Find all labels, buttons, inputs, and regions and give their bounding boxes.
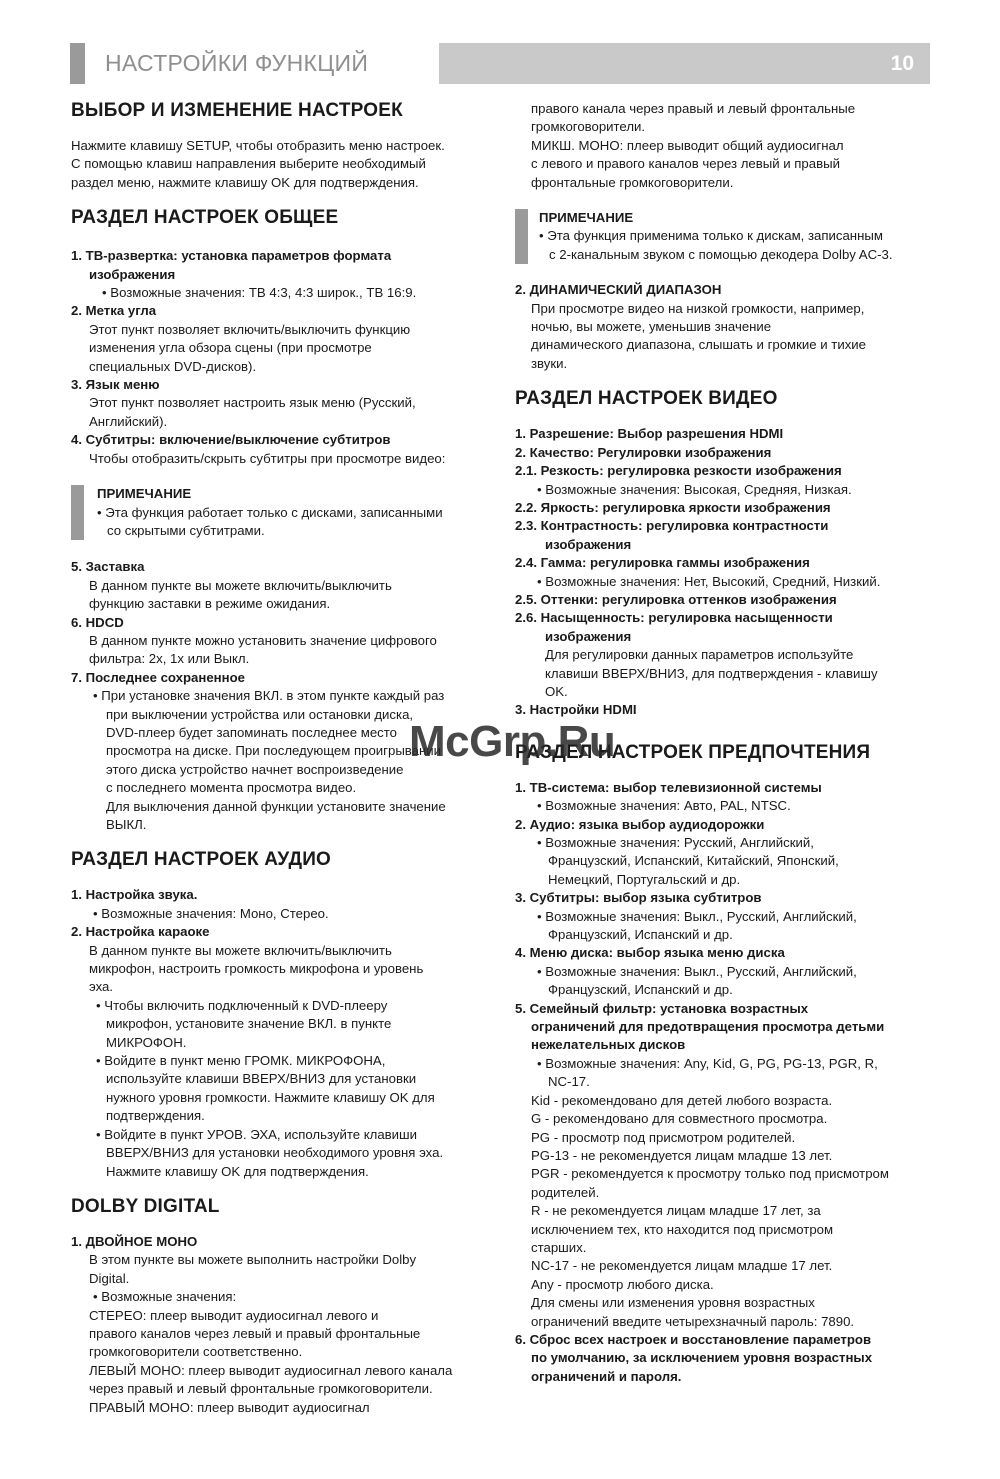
text-line: Этот пункт позволяет включить/выключить функцию — [89, 321, 411, 337]
item-heading: 2. Метка угла — [71, 303, 157, 319]
text-line: PG - просмотр под присмотром родителей. — [531, 1129, 796, 1145]
text-line: микрофон, настроить громкость микрофона и уровень — [89, 961, 424, 977]
text-line: Французский, Испанский и др. — [548, 927, 733, 943]
text-line: громкоговорители. — [531, 119, 646, 135]
text-line: звуки. — [531, 355, 568, 371]
item-heading: 6. HDCD — [71, 614, 124, 630]
item-heading: 7. Последнее сохраненное — [71, 669, 245, 685]
text-line: NC-17 - не рекомендуется лицам младше 17 лет. — [531, 1258, 833, 1274]
text-line: раздел меню, нажмите клавишу OK для подтверждения. — [71, 174, 419, 190]
text-line: Для смены или изменения уровня возрастных — [531, 1295, 815, 1311]
header-title: НАСТРОЙКИ ФУНКЦИЙ — [85, 43, 439, 84]
text-line: ЛЕВЫЙ МОНО: плеер выводит аудиосигнал левого канала — [89, 1362, 453, 1378]
text-line: МИКШ. МОНО: плеер выводит общий аудиосигнал — [531, 137, 844, 153]
intro-text — [71, 137, 493, 192]
header-accent — [70, 43, 85, 84]
item-heading: 5. Семейный фильтр: установка возрастных — [515, 1000, 809, 1016]
text-line: При просмотре видео на низкой громкости, например, — [531, 300, 865, 316]
text-line: функцию заставки в режиме ожидания. — [89, 596, 331, 612]
text-line: с левого и правого каналов через левый и правый — [531, 156, 840, 172]
text-line: изменения угла обзора сцены (при просмотре — [89, 340, 372, 356]
text-line: правого каналов через левый и правый фронтальные — [89, 1325, 421, 1341]
text-line: фильтра: 2x, 1x или Выкл. — [89, 651, 250, 667]
text-line: используйте клавиши ВВЕРХ/ВНИЗ для установки — [106, 1071, 417, 1087]
text-line: ПРАВЫЙ МОНО: плеер выводит аудиосигнал — [89, 1399, 370, 1415]
item-heading: 3. Настройки HDMI — [515, 702, 637, 718]
text-line: ночью, вы можете, уменьшив значение — [531, 319, 772, 335]
note-text: • Эта функция работает только с дисками, записанными — [97, 504, 443, 520]
text-line: OK. — [545, 683, 568, 699]
page-header — [70, 43, 930, 84]
item-heading: 2.5. Оттенки: регулировка оттенков изображения — [515, 591, 837, 607]
item-heading: 4. Меню диска: выбор языка меню диска — [515, 945, 785, 961]
section-title-audio: РАЗДЕЛ НАСТРОЕК АУДИО — [71, 849, 332, 871]
text-line: Чтобы отобразить/скрыть субтитры при просмотре видео: — [89, 450, 446, 466]
item-heading: изображения — [545, 536, 632, 552]
text-line: PGR - рекомендуется к просмотру только под присмотром — [531, 1166, 889, 1182]
text-line: родителей. — [531, 1184, 600, 1200]
text-line: R - не рекомендуется лицам младше 17 лет, за — [531, 1203, 821, 1219]
text-line: клавиши ВВЕРХ/ВНИЗ, для подтверждения - клавишу — [545, 665, 878, 681]
text-line: Немецкий, Португальский и др. — [548, 871, 741, 887]
note-box — [71, 485, 493, 540]
item-heading: 2.3. Контрастность: регулировка контрастности — [515, 518, 829, 534]
item-values: • Возможные значения: Русский, Английский, — [537, 835, 814, 850]
watermark-text: McGrp.Ru — [409, 717, 616, 766]
note-bar — [515, 209, 528, 264]
item-values: • Возможные значения: Моно, Стерео. — [93, 905, 329, 921]
item-heading: ограничений для предотвращения просмотра детьми — [531, 1019, 885, 1035]
text-line: микрофон, установите значение ВКЛ. в пункте — [106, 1016, 392, 1032]
item-heading: нежелательных дисков — [531, 1037, 686, 1053]
note-bar — [71, 485, 84, 540]
text-line: ВВЕРХ/ВНИЗ для установки необходимого уровня эха. — [106, 1145, 444, 1161]
item-heading: 6. Сброс всех настроек и восстановление параметров — [515, 1331, 872, 1347]
item-heading: 2.1. Резкость: регулировка резкости изображения — [515, 463, 842, 479]
text-line: Для регулировки данных параметров используйте — [545, 647, 854, 663]
text-line: просмотра на диске. При последующем проигрывании — [106, 743, 442, 759]
text-line: • При установке значения ВКЛ. в этом пункте каждый раз — [93, 688, 445, 704]
bullet: • Войдите в пункт УРОВ. ЭХА, используйте клавиши — [96, 1126, 417, 1142]
item-heading: 2. ДИНАМИЧЕСКИЙ ДИАПАЗОН — [515, 282, 722, 298]
section-title-general: РАЗДЕЛ НАСТРОЕК ОБЩЕЕ — [71, 207, 339, 229]
text-line: Французский, Испанский, Китайский, Японский, — [548, 853, 839, 869]
text-line: NC-17. — [548, 1074, 590, 1090]
text-line: С помощью клавиш направления выберите необходимый — [71, 156, 426, 172]
note-title: ПРИМЕЧАНИЕ — [97, 486, 192, 502]
item-heading: 2. Качество: Регулировки изображения — [515, 444, 772, 460]
item-heading: 1. ДВОЙНОЕ МОНО — [71, 1233, 198, 1249]
item-heading: 2.6. Насыщенность: регулировка насыщенности — [515, 610, 833, 626]
text-line: старших. — [531, 1239, 587, 1255]
text-line: СТЕРЕО: плеер выводит аудиосигнал левого и — [89, 1307, 379, 1323]
header-bar — [439, 43, 930, 84]
item-heading: 4. Субтитры: включение/выключение субтитров — [71, 432, 391, 448]
item-heading: изображения — [545, 628, 632, 644]
text-line: В данном пункте вы можете включить/выключить — [89, 577, 392, 593]
text-line: Французский, Испанский и др. — [548, 982, 733, 998]
item-heading: 1. Настройка звука. — [71, 887, 198, 903]
text-line: В данном пункте вы можете включить/выключить — [89, 942, 392, 958]
text-line: Для выключения данной функции установите значение — [106, 798, 446, 814]
item-values: • Возможные значения: Высокая, Средняя, Низкая. — [537, 481, 852, 497]
section-title-preferences: РАЗДЕЛ НАСТРОЕК ПРЕДПОЧТЕНИЯ — [515, 741, 871, 763]
text-line: исключением тех, кто находится под присмотром — [531, 1221, 834, 1237]
note-text: с 2-канальным звуком с помощью декодера Dolby AC-3. — [549, 246, 893, 262]
item-heading: 2. Настройка караоке — [71, 924, 210, 940]
text-line: специальных DVD-дисков). — [89, 358, 257, 374]
text-line: Нажмите клавишу OK для подтверждения. — [106, 1163, 369, 1179]
item-heading: 3. Субтитры: выбор языка субтитров — [515, 890, 762, 906]
section-title-video: РАЗДЕЛ НАСТРОЕК ВИДЕО — [515, 388, 778, 410]
text-line: при выключении устройства или остановки диска, — [106, 706, 414, 722]
item-heading: по умолчанию, за исключением уровня возрастных — [531, 1350, 873, 1366]
page-number: 10 — [890, 52, 914, 75]
text-line: МИКРОФОН. — [106, 1034, 187, 1050]
section-title-select-settings: ВЫБОР И ИЗМЕНЕНИЕ НАСТРОЕК — [71, 100, 403, 121]
text-line: через правый и левый фронтальные громкоговорители. — [89, 1381, 433, 1397]
item-values: • Возможные значения: ТВ 4:3, 4:3 широк., ТВ 16:9. — [102, 285, 417, 301]
bullet: • Войдите в пункт меню ГРОМК. МИКРОФОНА, — [96, 1053, 386, 1069]
text-line: Английский). — [89, 413, 168, 429]
text-line: Нажмите клавишу SETUP, чтобы отобразить меню настроек. — [71, 138, 445, 153]
item-heading: 1. ТВ-развертка: установка параметров формата — [71, 248, 392, 264]
text-line: этого диска устройство начнет воспроизведение — [106, 761, 404, 777]
item-heading: 2.2. Яркость: регулировка яркости изображения — [515, 499, 831, 515]
item-values: • Возможные значения: Any, Kid, G, PG, PG-13, PGR, R, — [537, 1055, 878, 1071]
item-heading: 5. Заставка — [71, 559, 145, 575]
text-line: Kid - рекомендовано для детей любого возраста. — [531, 1092, 833, 1108]
item-heading: 2. Аудио: языка выбор аудиодорожки — [515, 816, 765, 832]
text-line: G - рекомендовано для совместного просмотра. — [531, 1111, 828, 1127]
note-text: со скрытыми субтитрами. — [107, 522, 265, 538]
text-line: правого канала через правый и левый фронтальные — [531, 101, 856, 116]
text-line: PG-13 - не рекомендуется лицам младше 13 лет. — [531, 1147, 833, 1163]
text-line: В этом пункте вы можете выполнить настройки Dolby — [89, 1252, 417, 1268]
text-line: Any - просмотр любого диска. — [531, 1276, 714, 1292]
item-values: • Возможные значения: — [93, 1289, 237, 1305]
item-heading: ограничений и пароля. — [531, 1368, 682, 1384]
item-heading: 1. Разрешение: Выбор разрешения HDMI — [515, 426, 784, 442]
text-line: фронтальные громкоговорители. — [531, 174, 734, 190]
text-line: динамического диапазона, слышать и громкие и тихие — [531, 337, 866, 353]
text-line: DVD-плеер будет запоминать последнее место — [106, 724, 397, 740]
text-line: ВЫКЛ. — [106, 817, 147, 832]
item-values: • Возможные значения: Выкл., Русский, Английский, — [537, 963, 857, 979]
text-line: с последнего момента просмотра видео. — [106, 780, 357, 796]
item-values: • Возможные значения: Выкл., Русский, Английский, — [537, 908, 857, 924]
note-title: ПРИМЕЧАНИЕ — [539, 210, 634, 226]
text-line: громкоговорители соответственно. — [89, 1344, 303, 1360]
text-line: эха. — [89, 979, 114, 995]
section-title-dolby: DOLBY DIGITAL — [71, 1195, 220, 1217]
item-heading: 2.4. Гамма: регулировка гаммы изображения — [515, 555, 810, 571]
text-line: Этот пункт позволяет настроить язык меню (Русский, — [89, 395, 416, 411]
text-line: ограничений введите четырехзначный пароль: 7890. — [531, 1313, 855, 1329]
bullet: • Чтобы включить подключенный к DVD-плееру — [96, 997, 388, 1013]
note-text: • Эта функция применима только к дискам, записанным — [539, 228, 883, 244]
item-heading: 1. ТВ-система: выбор телевизионной системы — [515, 779, 822, 795]
text-line: нужного уровня громкости. Нажмите клавишу OK для — [106, 1089, 435, 1105]
text-line: подтверждения. — [106, 1108, 205, 1124]
item-values: • Возможные значения: Нет, Высокий, Средний, Низкий. — [537, 573, 881, 589]
item-values: • Возможные значения: Авто, PAL, NTSC. — [537, 798, 791, 814]
item-heading: 3. Язык меню — [71, 377, 160, 393]
text-line: Digital. — [89, 1270, 130, 1286]
text-line: В данном пункте можно установить значение цифрового — [89, 632, 437, 648]
note-box — [515, 209, 935, 264]
item-heading: изображения — [89, 266, 176, 282]
